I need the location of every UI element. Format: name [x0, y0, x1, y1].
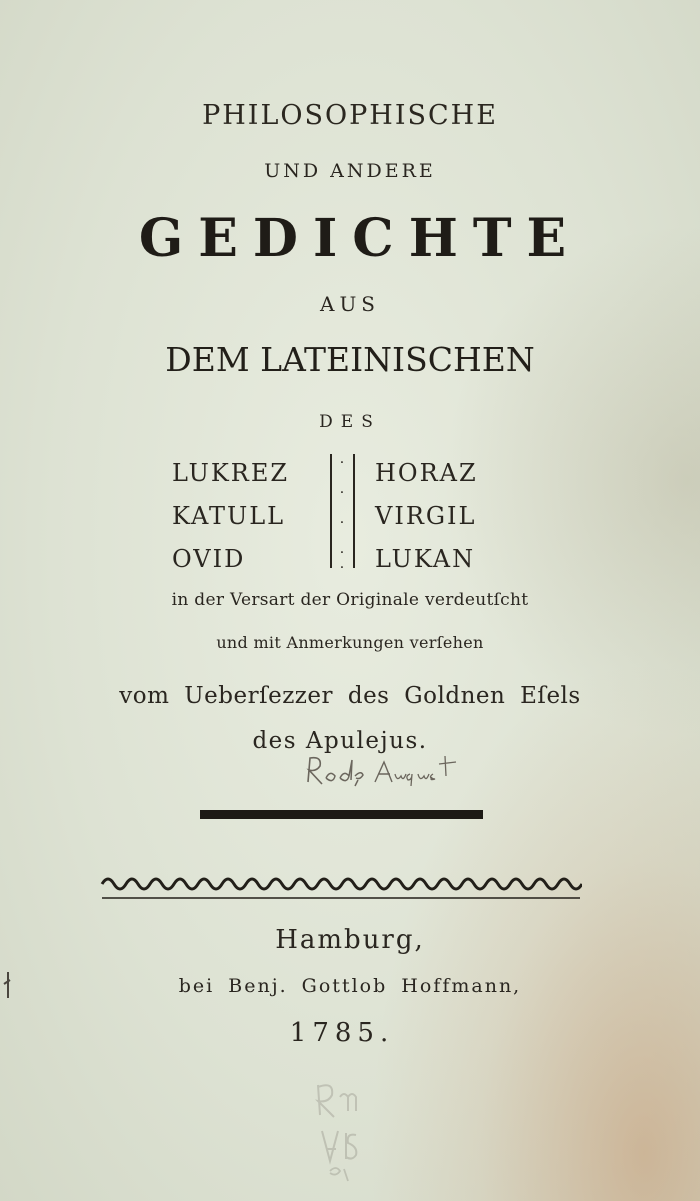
title-line-aus: AUS	[320, 292, 380, 316]
description-apulejus: des Apulejus.	[252, 728, 428, 754]
margin-ink-mark	[2, 970, 14, 1000]
handwritten-signature	[300, 752, 490, 792]
decorative-thick-rule	[200, 810, 483, 819]
author-name: LUKREZ	[172, 459, 290, 487]
imprint-year: 1785.	[289, 1018, 395, 1048]
title-line-und-andere: UND ANDERE	[264, 160, 436, 182]
author-name: VIRGIL	[375, 502, 477, 530]
ornamental-border	[100, 868, 582, 904]
authors-left-column	[172, 452, 322, 581]
faded-library-stamp	[300, 1075, 380, 1185]
author-name: HORAZ	[375, 459, 478, 487]
imprint-publisher: bei Benj. Gottlob Hoffmann,	[178, 975, 522, 997]
description-versart: in der Versart der Originale verdeutſcht	[171, 590, 529, 610]
imprint-place: Hamburg,	[275, 925, 425, 955]
author-name: OVID	[172, 545, 246, 573]
authors-block	[150, 452, 550, 576]
author-name: KATULL	[172, 502, 286, 530]
title-main-gedichte: GEDICHTE	[138, 208, 582, 269]
description-anmerkungen: und mit Anmerkungen verſehen	[216, 633, 484, 652]
author-divider-dots: · · · · ·	[339, 455, 345, 576]
author-divider-left	[330, 454, 332, 568]
author-name: LUKAN	[375, 545, 476, 573]
title-line-des: DES	[319, 412, 381, 432]
authors-right-column	[375, 452, 545, 581]
author-divider-right	[353, 454, 355, 568]
title-line-lateinischen: DEM LATEINISCHEN	[165, 340, 535, 379]
title-line-philosophische: PHILOSOPHISCHE	[202, 100, 498, 131]
description-translator: vom Ueberſezzer des Goldnen Eſels	[119, 683, 581, 709]
